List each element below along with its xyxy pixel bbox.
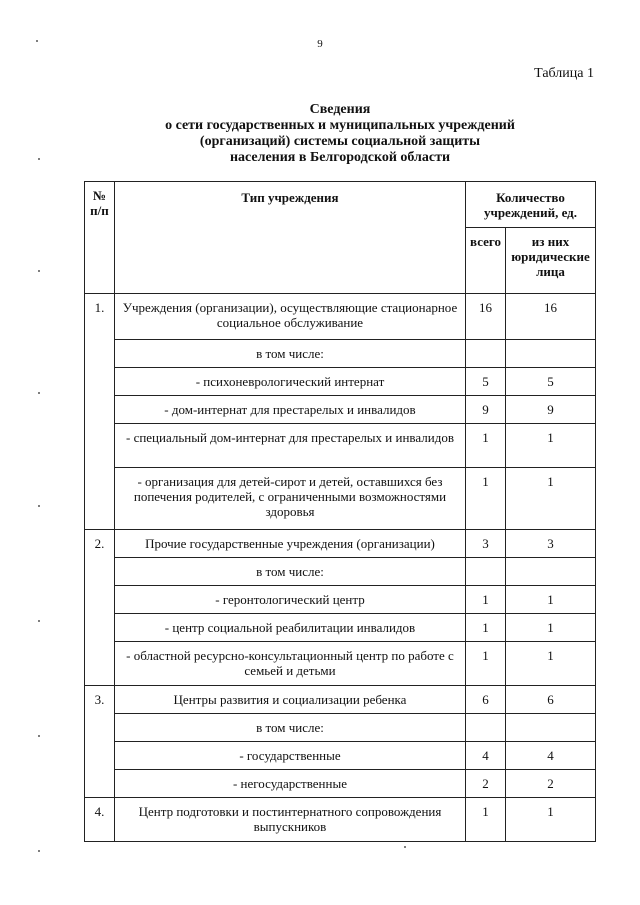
scan-speck [38, 505, 40, 507]
row-number: 2. [85, 530, 115, 686]
table-row [85, 642, 596, 686]
header-type: Тип учреждения [114, 182, 465, 294]
page-number: 9 [317, 38, 323, 50]
row-name: - государственные [114, 742, 465, 770]
row-legal: 1 [505, 468, 595, 530]
table-label: Таблица 1 [534, 66, 594, 81]
row-legal: 1 [505, 586, 595, 614]
document-title [120, 102, 560, 166]
table-row [85, 586, 596, 614]
row-name: в том числе: [114, 714, 465, 742]
row-name: в том числе: [114, 558, 465, 586]
row-legal: 6 [505, 686, 595, 714]
table-row [85, 770, 596, 798]
row-number: 4. [85, 798, 115, 842]
table-row [85, 530, 596, 558]
table-row [85, 714, 596, 742]
row-legal: 3 [505, 530, 595, 558]
table-row [85, 468, 596, 530]
scan-speck [404, 846, 406, 848]
row-total [466, 558, 506, 586]
row-total: 1 [466, 468, 506, 530]
scan-speck [38, 620, 40, 622]
row-number: 1. [85, 294, 115, 530]
row-total: 1 [466, 586, 506, 614]
row-name: - организация для детей-сирот и детей, оставшихся без попечения родителей, с ограниченными возможностями здоровья [114, 468, 465, 530]
table-row [85, 798, 596, 842]
row-legal: 16 [505, 294, 595, 340]
row-name: - геронтологический центр [114, 586, 465, 614]
table-row [85, 742, 596, 770]
institutions-table [84, 181, 596, 842]
row-name: Учреждения (организации), осуществляющие стационарное социальное обслуживание [114, 294, 465, 340]
row-legal: 1 [505, 424, 595, 468]
title-line: Сведения [309, 102, 371, 117]
header-count: Количество учреждений, ед. [466, 182, 596, 228]
scan-speck [36, 40, 38, 42]
row-total: 1 [466, 614, 506, 642]
row-total: 3 [466, 530, 506, 558]
row-legal: 4 [505, 742, 595, 770]
header-legal: из них юридические лица [505, 228, 595, 294]
row-number: 3. [85, 686, 115, 798]
row-name: - дом-интернат для престарелых и инвалидов [114, 396, 465, 424]
row-name: Прочие государственные учреждения (организации) [114, 530, 465, 558]
table-row [85, 340, 596, 368]
table-row [85, 614, 596, 642]
table-row [85, 368, 596, 396]
table-row [85, 424, 596, 468]
table-row [85, 686, 596, 714]
row-name: в том числе: [114, 340, 465, 368]
scan-speck [38, 392, 40, 394]
row-total [466, 340, 506, 368]
row-total: 1 [466, 424, 506, 468]
row-total [466, 714, 506, 742]
row-legal: 5 [505, 368, 595, 396]
title-line: населения в Белгородской области [229, 150, 451, 165]
scan-speck [38, 735, 40, 737]
row-legal: 9 [505, 396, 595, 424]
row-legal: 1 [505, 798, 595, 842]
table-row [85, 294, 596, 340]
row-total: 9 [466, 396, 506, 424]
row-total: 6 [466, 686, 506, 714]
row-legal: 1 [505, 642, 595, 686]
row-legal: 1 [505, 614, 595, 642]
row-name: - областной ресурсно-консультационный центр по работе с семьей и детьми [114, 642, 465, 686]
row-total: 2 [466, 770, 506, 798]
row-legal [505, 340, 595, 368]
row-name: - негосударственные [114, 770, 465, 798]
header-num: № п/п [85, 182, 115, 294]
row-legal [505, 714, 595, 742]
header-total: всего [466, 228, 506, 294]
scan-speck [38, 850, 40, 852]
row-total: 16 [466, 294, 506, 340]
scan-speck [38, 158, 40, 160]
row-total: 5 [466, 368, 506, 396]
scan-speck [38, 270, 40, 272]
title-line: (организаций) системы социальной защиты [199, 134, 481, 149]
row-total: 4 [466, 742, 506, 770]
row-name: - психоневрологический интернат [114, 368, 465, 396]
row-name: Центр подготовки и постинтернатного сопровождения выпускников [114, 798, 465, 842]
table-row [85, 558, 596, 586]
title-line: о сети государственных и муниципальных учреждений [165, 118, 515, 133]
row-name: - специальный дом-интернат для престарелых и инвалидов [114, 424, 465, 468]
row-name: - центр социальной реабилитации инвалидов [114, 614, 465, 642]
row-name: Центры развития и социализации ребенка [114, 686, 465, 714]
row-total: 1 [466, 798, 506, 842]
table-row [85, 396, 596, 424]
row-legal: 2 [505, 770, 595, 798]
row-legal [505, 558, 595, 586]
row-total: 1 [466, 642, 506, 686]
